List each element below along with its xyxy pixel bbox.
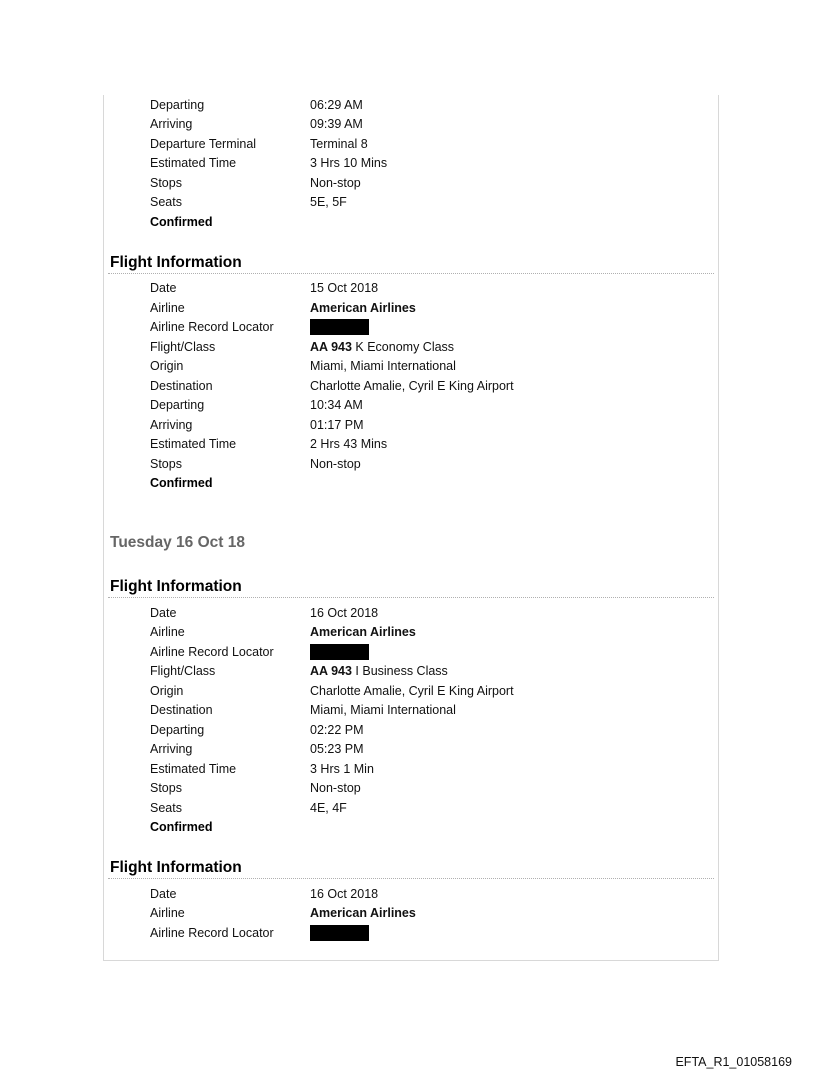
day-heading: Tuesday 16 Oct 18 [110, 534, 245, 551]
detail-value: 09:39 AM [310, 117, 363, 132]
detail-row-date [108, 279, 714, 299]
section-title-flight-information: Flight Information [108, 858, 714, 879]
detail-row-stops [108, 454, 714, 474]
detail-row-arriving [108, 740, 714, 760]
detail-row [108, 115, 714, 135]
detail-label: Departure Terminal [150, 136, 257, 151]
detail-label: Date [150, 886, 177, 901]
itinerary-content [108, 95, 714, 943]
detail-row [108, 95, 714, 115]
section-title-flight-information: Flight Information [108, 253, 714, 274]
redaction-box [310, 925, 369, 941]
airline-name: American Airlines [310, 300, 416, 315]
fare-class: K Economy Class [355, 339, 455, 354]
detail-label: Estimated Time [150, 761, 237, 776]
flight-number: AA 943 [310, 339, 352, 354]
detail-label: Airline Record Locator [150, 644, 274, 659]
detail-row [108, 193, 714, 213]
detail-value: Non-stop [310, 175, 361, 190]
detail-label: Arriving [150, 417, 193, 432]
detail-row-estimated-time [108, 435, 714, 455]
detail-label: Airline Record Locator [150, 925, 274, 940]
detail-label: Destination [150, 378, 213, 393]
detail-row [108, 173, 714, 193]
airline-name: American Airlines [310, 906, 416, 921]
detail-row-flight-class [108, 662, 714, 682]
detail-value: 15 Oct 2018 [310, 281, 379, 296]
flight-number: AA 943 [310, 664, 352, 679]
detail-row-destination [108, 701, 714, 721]
detail-label: Estimated Time [150, 437, 237, 452]
detail-label: Flight/Class [150, 339, 216, 354]
detail-row-destination [108, 376, 714, 396]
detail-value: 4E, 4F [310, 800, 347, 815]
flight-1-details [108, 279, 714, 494]
detail-value: 3 Hrs 10 Mins [310, 156, 388, 171]
detail-value: 5E, 5F [310, 195, 347, 210]
detail-row-locator [108, 923, 714, 943]
detail-value: 3 Hrs 1 Min [310, 761, 374, 776]
detail-row-flight-class [108, 337, 714, 357]
detail-row-stops [108, 779, 714, 799]
detail-label: Arriving [150, 742, 193, 757]
detail-row-origin [108, 681, 714, 701]
detail-row-departing [108, 396, 714, 416]
detail-row-date [108, 603, 714, 623]
detail-label: Stops [150, 175, 182, 190]
detail-row [108, 134, 714, 154]
detail-label: Flight/Class [150, 664, 216, 679]
detail-value: Charlotte Amalie, Cyril E King Airport [310, 683, 514, 698]
detail-row-origin [108, 357, 714, 377]
detail-row-date [108, 884, 714, 904]
detail-row-seats [108, 798, 714, 818]
detail-label: Destination [150, 703, 213, 718]
detail-label: Airline [150, 300, 185, 315]
detail-value: Terminal 8 [310, 136, 368, 151]
flight-2-details [108, 603, 714, 837]
fare-class: I Business Class [355, 664, 448, 679]
status-confirmed: Confirmed [150, 820, 213, 835]
detail-value: Non-stop [310, 456, 361, 471]
detail-label: Seats [150, 195, 182, 210]
redaction-box [310, 644, 369, 660]
redaction-box [310, 319, 369, 335]
detail-row-airline [108, 623, 714, 643]
detail-row-estimated-time [108, 759, 714, 779]
status-confirmed: Confirmed [150, 476, 213, 491]
detail-row-departing [108, 720, 714, 740]
detail-value: 06:29 AM [310, 97, 363, 112]
detail-label: Arriving [150, 117, 193, 132]
detail-label: Departing [150, 97, 205, 112]
detail-value: 16 Oct 2018 [310, 605, 379, 620]
detail-value: Non-stop [310, 781, 361, 796]
detail-value: 05:23 PM [310, 742, 364, 757]
detail-value: Miami, Miami International [310, 703, 456, 718]
status-confirmed: Confirmed [150, 214, 213, 229]
detail-label: Date [150, 281, 177, 296]
detail-label: Departing [150, 722, 205, 737]
detail-value: 2 Hrs 43 Mins [310, 437, 388, 452]
detail-value: 02:22 PM [310, 722, 364, 737]
document-id-footer: EFTA_R1_01058169 [675, 1055, 792, 1069]
detail-label: Stops [150, 781, 182, 796]
detail-value: Charlotte Amalie, Cyril E King Airport [310, 378, 514, 393]
detail-value: 10:34 AM [310, 398, 363, 413]
detail-label: Origin [150, 683, 184, 698]
detail-label: Departing [150, 398, 205, 413]
detail-row-airline [108, 904, 714, 924]
section-title-flight-information: Flight Information [108, 577, 714, 598]
detail-value: 01:17 PM [310, 417, 364, 432]
airline-name: American Airlines [310, 625, 416, 640]
detail-value: 16 Oct 2018 [310, 886, 379, 901]
detail-label: Estimated Time [150, 156, 237, 171]
detail-row-locator [108, 318, 714, 338]
detail-row-airline [108, 298, 714, 318]
segment-0-details [108, 95, 714, 232]
detail-row-locator [108, 642, 714, 662]
detail-row [108, 154, 714, 174]
detail-label: Airline Record Locator [150, 320, 274, 335]
detail-label: Airline [150, 906, 185, 921]
detail-label: Stops [150, 456, 182, 471]
detail-label: Seats [150, 800, 182, 815]
detail-label: Airline [150, 625, 185, 640]
detail-value: Miami, Miami International [310, 359, 456, 374]
flight-3-details [108, 884, 714, 943]
detail-row-arriving [108, 415, 714, 435]
detail-label: Origin [150, 359, 184, 374]
detail-label: Date [150, 605, 177, 620]
